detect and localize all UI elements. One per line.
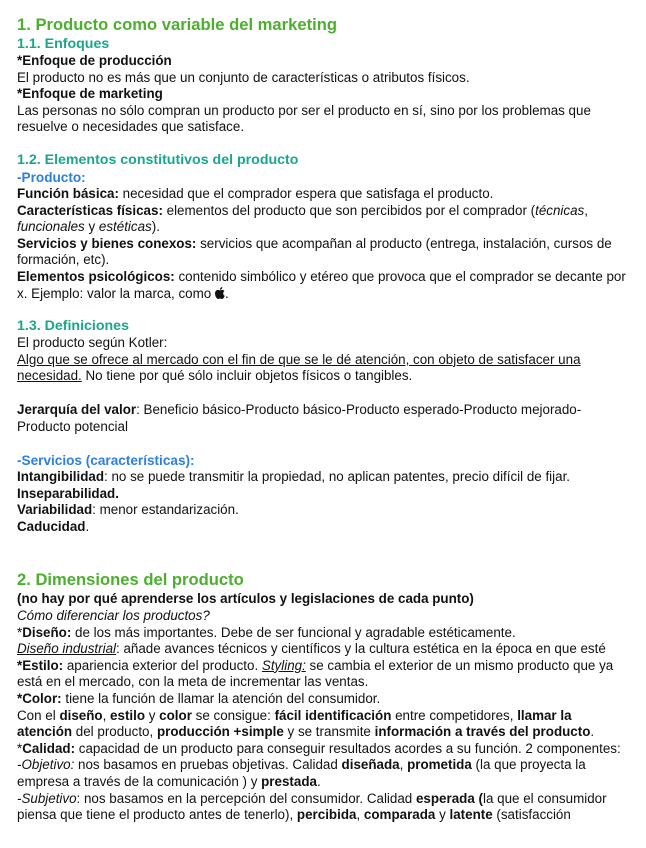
intangibilidad-paragraph (17, 469, 630, 486)
diseno-paragraph (17, 625, 630, 642)
tecnicas-text: técnicas (535, 202, 585, 218)
servicios-heading: -Servicios (características): (17, 453, 195, 469)
bold-informacion: información a través del producto (374, 724, 591, 740)
y-text: y (84, 219, 99, 235)
psicologicos-paragraph (17, 269, 630, 302)
text-fragment: , (102, 707, 111, 723)
bold-percibida: percibida (296, 807, 357, 823)
text-fragment: y se transmite (283, 724, 375, 740)
enfoque-produccion-label: *Enfoque de producción (17, 53, 172, 68)
variabilidad-paragraph (17, 502, 630, 519)
text-fragment: : nos basamos en la percepción del consumidor. Calidad (76, 790, 416, 806)
comma-text: , (584, 202, 588, 218)
color-label: *Color: (17, 691, 62, 707)
variabilidad-label: Variabilidad (17, 502, 93, 518)
intangibilidad-text: : no se puede transmitir la propiedad, no aplican patentes, precio difícil de fijar. (104, 469, 571, 485)
servicios-conexos-paragraph (17, 236, 630, 269)
bold-estilo: estilo (110, 707, 146, 723)
servicios-conexos-text: servicios que acompañan al producto (entrega, instalación, cursos de formación, etc). (17, 235, 612, 268)
enfoques-heading: 1.1. Enfoques (17, 36, 110, 52)
text-fragment: , (399, 757, 408, 773)
section-2-question: Cómo diferenciar los productos? (17, 608, 210, 624)
esteticas-text: estéticas (98, 219, 152, 235)
spacer (17, 136, 630, 152)
psicologicos-text: contenido simbólico y etéreo que provoca que el comprador se decante por x. Ejemplo: valor la marca, como (17, 268, 626, 301)
caracteristicas-label: Características físicas: (17, 202, 163, 218)
con-diseno-paragraph (17, 708, 630, 741)
spacer (17, 435, 630, 452)
subjetivo-label: -Subjetivo (17, 790, 77, 806)
bold-disenada: diseñada (341, 757, 400, 773)
section-1-title: 1. Producto como variable del marketing (17, 15, 337, 34)
styling-text: se cambia el exterior de un mismo producto que ya está en el mercado, con la meta de incrementar las ventas. (17, 657, 614, 690)
spacer (17, 535, 630, 569)
apple-logo-icon (215, 287, 225, 299)
objetivo-paragraph (17, 757, 630, 790)
text-fragment: se consigue: (191, 707, 275, 723)
diseno-label: Diseño: (22, 624, 72, 640)
text-fragment: y (145, 707, 160, 723)
color-text: tiene la función de llamar la atención del consumidor. (61, 691, 381, 707)
text-fragment: entre competidores, (391, 707, 518, 723)
calidad-text: capacidad de un producto para conseguir resultados acordes a su función. 2 componentes: (75, 740, 621, 756)
enfoque-produccion-text: El producto no es más que un conjunto de características o atributos físicos. (17, 69, 470, 85)
elementos-heading: 1.2. Elementos constitutivos del producto (17, 151, 299, 168)
jerarquia-label: Jerarquía del valor (17, 401, 137, 417)
diseno-industrial-paragraph (17, 641, 630, 658)
kotler-definition-rest: No tiene por qué sólo incluir objetos físicos o tangibles. (81, 368, 413, 384)
bold-esperada: esperada ( (415, 790, 483, 806)
jerarquia-paragraph (17, 402, 630, 435)
text-fragment: nos basamos en pruebas objetivas. Calidad (74, 757, 342, 773)
bold-prometida: prometida (407, 757, 472, 773)
estilo-paragraph (17, 658, 630, 691)
diseno-text: de los más importantes. Debe de ser funcional y agradable estéticamente. (71, 624, 516, 640)
objetivo-label: -Objetivo: (17, 757, 75, 773)
text-fragment: , (356, 807, 364, 823)
variabilidad-text: : menor estandarización. (92, 502, 239, 518)
caducidad-paragraph (17, 519, 630, 536)
estilo-text: apariencia exterior del producto. (63, 657, 262, 673)
diseno-industrial-label: Diseño industrial (17, 641, 116, 657)
color-paragraph (17, 691, 630, 708)
section-2-note: (no hay por qué aprenderse los artículos y legislaciones de cada punto) (17, 591, 474, 607)
funcion-basica-label: Función básica: (17, 185, 119, 201)
definiciones-heading: 1.3. Definiciones (17, 318, 129, 335)
bold-identificacion: fácil identificación (274, 707, 392, 723)
spacer (17, 302, 630, 318)
text-fragment: . (316, 774, 321, 789)
text-fragment: . (590, 724, 595, 740)
bold-prestada: prestada (261, 774, 317, 789)
text-fragment: la que el consumidor piensa que tiene el producto antes de tenerlo), (17, 790, 607, 823)
styling-label: Styling: (261, 657, 306, 673)
asterisk-text: * (17, 624, 23, 640)
psicologicos-label: Elementos psicológicos: (17, 268, 175, 284)
bold-llamar-atencion: llamar la atención (17, 707, 572, 740)
text-fragment: del producto, (72, 724, 157, 740)
kotler-definition-underlined: Algo que se ofrece al mercado con el fin de que se le dé atención, con objeto de satisfacer una necesidad. (17, 351, 581, 384)
kotler-text: El producto según Kotler: (17, 335, 168, 351)
caracteristicas-paragraph (17, 203, 630, 236)
jerarquia-text: : Beneficio básico-Producto básico-Producto esperado-Producto mejorado-Producto potencial (17, 401, 582, 434)
caracteristicas-text: elementos del producto que son percibidos por el comprador ( (162, 202, 536, 218)
period-text: . (85, 518, 90, 534)
servicios-conexos-label: Servicios y bienes conexos: (17, 235, 197, 251)
text-fragment: (la que proyecta la empresa a través de la comunicación ) y (17, 757, 586, 789)
funcion-basica-paragraph (17, 186, 630, 203)
estilo-label: *Estilo: (17, 657, 64, 673)
text-fragment: Con el (17, 707, 60, 723)
section-2-title: 2. Dimensiones del producto (17, 570, 244, 590)
bold-comparada: comparada (363, 807, 436, 823)
text-fragment: y (435, 807, 450, 823)
enfoque-marketing-text: Las personas no sólo compran un producto por ser el producto en sí, sino por los problemas que resuelve o necesidades que satisface. (17, 102, 591, 135)
kotler-definition (17, 352, 630, 385)
spacer (17, 385, 630, 402)
asterisk-text: * (17, 740, 23, 756)
caducidad-label: Caducidad (17, 518, 86, 534)
calidad-paragraph (17, 741, 630, 758)
funcionales-text: funcionales (17, 219, 85, 235)
bold-diseno: diseño (59, 707, 103, 723)
bold-produccion-simple: producción +simple (156, 724, 284, 740)
close-text: ). (151, 219, 160, 235)
text-fragment: (satisfacción (492, 807, 571, 823)
producto-subheading: -Producto: (17, 169, 86, 185)
bold-latente: latente (449, 807, 493, 823)
calidad-label: Calidad: (22, 740, 76, 756)
intangibilidad-label: Intangibilidad (17, 469, 105, 485)
bold-color: color (159, 707, 192, 723)
funcion-basica-text: necesidad que el comprador espera que satisfaga el producto. (118, 185, 494, 201)
enfoque-marketing-label: *Enfoque de marketing (17, 86, 163, 102)
period-text: . (224, 285, 229, 301)
diseno-industrial-text: : añade avances técnicos y científicos y la cultura estética en la época en que esté (116, 641, 606, 657)
inseparabilidad-label: Inseparabilidad. (17, 485, 119, 501)
subjetivo-paragraph (17, 791, 630, 824)
